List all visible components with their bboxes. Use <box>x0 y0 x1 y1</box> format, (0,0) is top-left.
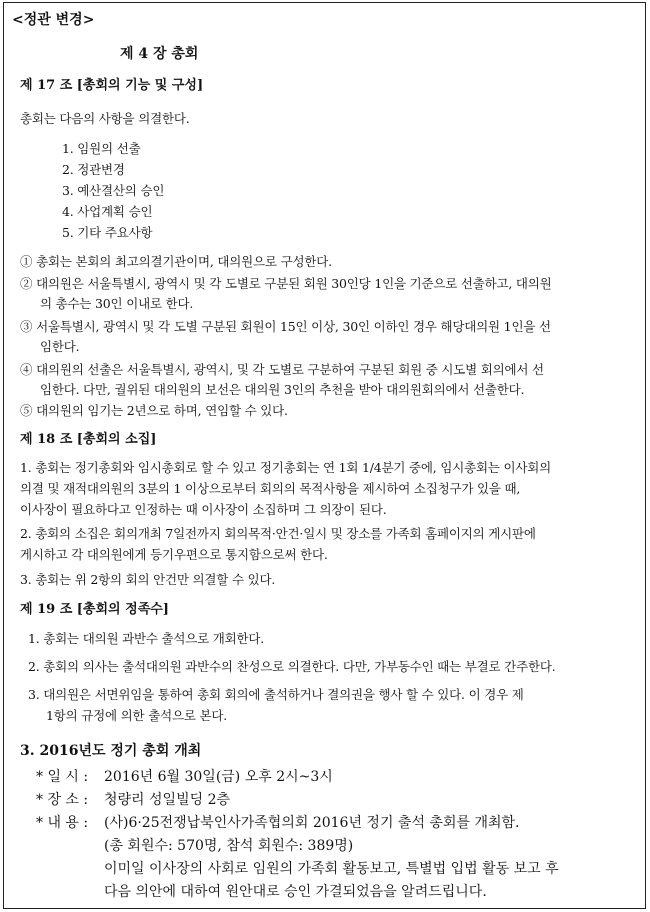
content-line: 다음 의안에 대하여 원안대로 승인 가결되었음을 알려드립니다. <box>104 884 487 900</box>
article-18-line: 이사장이 필요하다고 인정하는 때 이사장이 소집하며 그 의장이 된다. <box>20 502 387 517</box>
list-item: 4. 사업계획 승인 <box>62 204 153 219</box>
list-item: 5. 기타 주요사항 <box>62 225 153 240</box>
article-18-line: 2. 총회의 소집은 회의개최 7일전까지 회의목적·안건·일시 및 장소를 가족회 홈페이지의 게시판에 <box>20 526 536 541</box>
article-18-line: 의결 및 재적대의원의 3분의 1 이상으로부터 회의의 목적사항을 제시하여 소집청구가 있을 때, <box>20 481 521 496</box>
place-label: * 장 소 : <box>36 792 89 808</box>
article-17-title: 제 17 조 [총회의 기능 및 구성] <box>20 78 204 93</box>
clause: ① 총회는 본회의 최고의결기관이며, 대의원으로 구성한다. <box>20 254 332 269</box>
article-19-line: 3. 대의원은 서면위임을 통하여 총회 회의에 출석하거나 결의권을 행사 할 수 있다. 이 경우 제 <box>28 687 524 702</box>
clause: ③ 서울특별시, 광역시 및 각 도별 구분된 회원이 15인 이상, 30인 이하인 경우 해당대의원 1인을 선 <box>20 319 551 334</box>
place-value: 청량리 성일빌딩 2층 <box>104 792 230 808</box>
section-3-title: 3. 2016년도 정기 총회 개최 <box>20 743 202 759</box>
list-item: 2. 정관변경 <box>62 162 125 177</box>
chapter-title: 제 4 장 총회 <box>120 46 199 62</box>
article-18-line: 1. 총회는 정기총회와 임시총회로 할 수 있고 정기총회는 연 1회 1/4분기 중에, 임시총회는 이사회의 <box>20 460 552 475</box>
article-19-line: 1항의 규정에 의한 출석으로 본다. <box>46 708 227 723</box>
article-18-line: 게시하고 각 대의원에게 등기우편으로 통지함으로써 한다. <box>20 547 328 562</box>
clause: ② 대의원은 서울특별시, 광역시 및 각 도별로 구분된 회원 30인당 1인을 기준으로 선출하고, 대의원 <box>20 276 552 291</box>
content-line: (사)6·25전쟁납북인사가족협의회 2016년 정기 출석 총회를 개최함. <box>104 815 520 831</box>
content-line: (총 회원수: 570명, 참석 회원수: 389명) <box>104 838 354 854</box>
article-17-intro: 총회는 다음의 사항을 의결한다. <box>20 111 190 126</box>
clause-continuation: 임한다. 다만, 궐위된 대의원의 보선은 대의원 3인의 추천을 받아 대의원회의에서 선출한다. <box>40 382 525 397</box>
clause: ④ 대의원의 선출은 서울특별시, 광역시, 및 각 도별로 구분하여 구분된 회원 중 시도별 회의에서 선 <box>20 362 544 377</box>
article-19-line: 2. 총회의 의사는 출석대의원 과반수의 찬성으로 의결한다. 다만, 가부동수인 때는 부결로 간주한다. <box>28 659 556 674</box>
article-19-title: 제 19 조 [총회의 정족수] <box>20 602 169 617</box>
content-label: * 내 용 : <box>36 815 89 831</box>
content-line: 이미일 이사장의 사회로 임원의 가족회 활동보고, 특별법 입법 활동 보고 후 <box>104 861 559 877</box>
clause-continuation: 의 총수는 30인 이내로 한다. <box>40 296 194 311</box>
date-value: 2016년 6월 30일(금) 오후 2시~3시 <box>104 769 333 785</box>
clause: ⑤ 대의원의 임기는 2년으로 하며, 연임할 수 있다. <box>20 403 288 418</box>
section-header: <정관 변경> <box>12 12 95 28</box>
date-label: * 일 시 : <box>36 769 89 785</box>
clause-continuation: 임한다. <box>40 339 80 354</box>
article-18-line: 3. 총회는 위 2항의 회의 안건만 의결할 수 있다. <box>20 572 276 587</box>
article-18-title: 제 18 조 [총회의 소집] <box>20 432 157 447</box>
list-item: 1. 임원의 선출 <box>62 141 141 156</box>
article-19-line: 1. 총회는 대의원 과반수 출석으로 개회한다. <box>28 631 265 646</box>
list-item: 3. 예산결산의 승인 <box>62 183 165 198</box>
